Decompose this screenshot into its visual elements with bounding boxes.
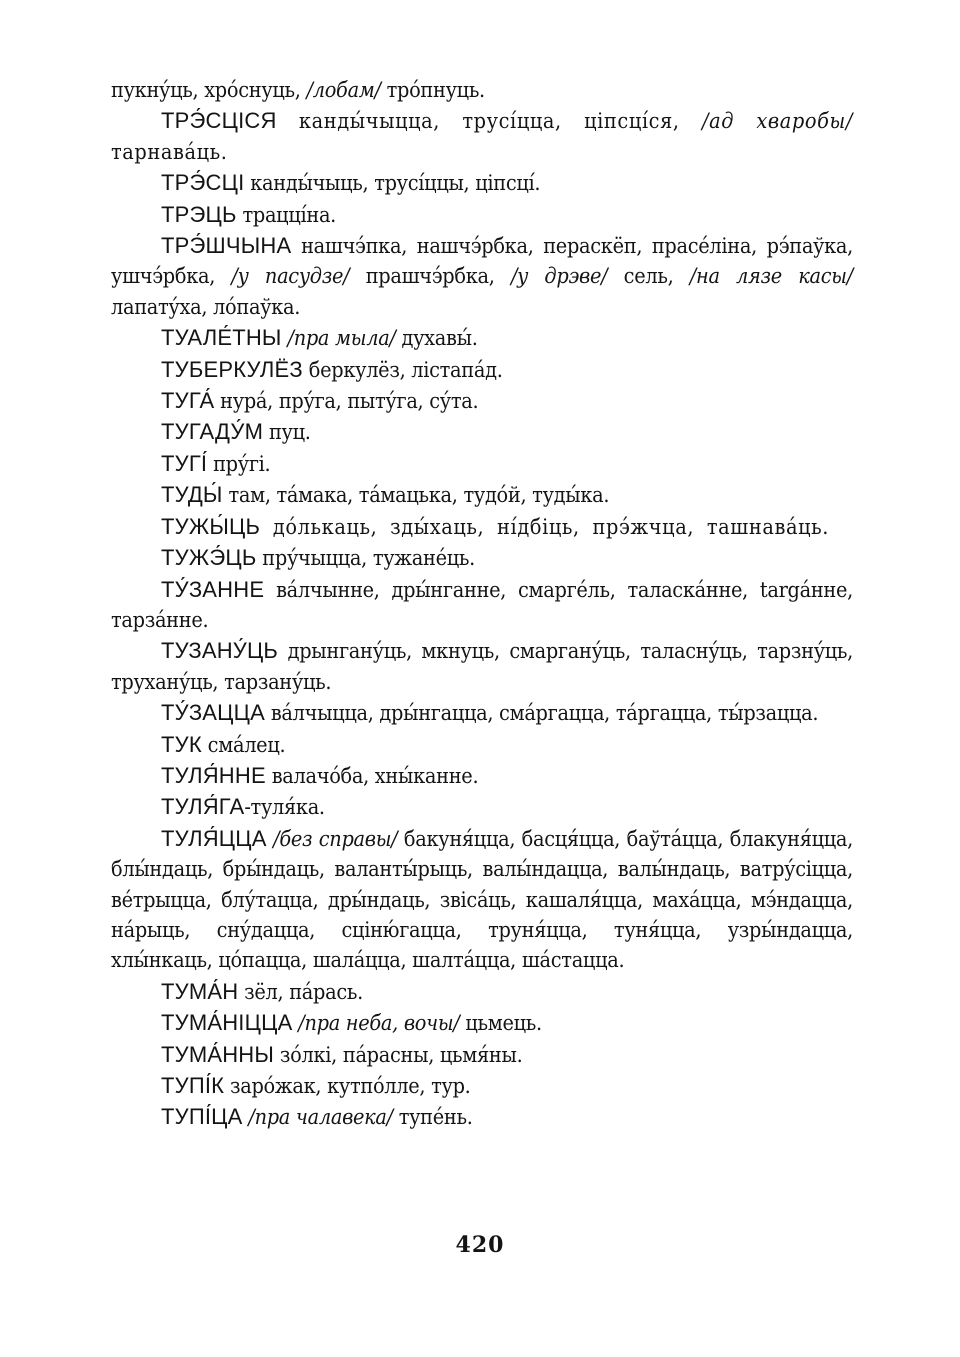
entry-headword: ТУАЛЕ́ТНЫ bbox=[161, 325, 282, 351]
entry-tualetny bbox=[111, 323, 853, 354]
page-number: 420 bbox=[455, 1232, 505, 1258]
entry-text: цьмець. bbox=[459, 1011, 542, 1037]
entry-gloss: /лобам/ bbox=[306, 78, 381, 103]
entry-headword: ТРЭ́СЦІСЯ bbox=[161, 108, 277, 134]
entry-text: прашчэ́рбка, bbox=[349, 264, 511, 290]
entry-tuzatstsa bbox=[111, 698, 853, 729]
entry-gloss: /пра чалавека/ bbox=[248, 1105, 393, 1131]
entry-text: духавы́. bbox=[395, 326, 478, 352]
entry-text: нашчэ́пка, нашчэ́рбка, пераскёп, прасе́ліна, рэ́паўка, ушчэ́рбка, bbox=[111, 234, 853, 290]
entry-text: пукну́ць, хро́снуць, bbox=[111, 78, 307, 103]
entry-text: беркулёз, лістапа́д. bbox=[302, 357, 503, 383]
entry-tuman bbox=[111, 977, 853, 1008]
entry-text: ва́лчынне, дры́нганне, смарге́ль, таласка́нне, targа́нне, тарза́нне. bbox=[111, 577, 853, 633]
entry-text: -туля́ка. bbox=[244, 795, 325, 821]
entry-headword: ТУГА́ bbox=[161, 388, 215, 414]
entry-tugadum bbox=[111, 417, 853, 448]
entry-text: зёл, па́рась. bbox=[238, 979, 363, 1005]
entry-headword: ТУЛЯ́ГА bbox=[161, 794, 245, 820]
entry-headword: ТУДЫ́ bbox=[161, 482, 223, 508]
entry-text: нура́, пру́га, пыту́га, су́та. bbox=[214, 389, 479, 415]
entry-trestsisia bbox=[111, 106, 853, 168]
entry-text: валачо́ба, хны́канне. bbox=[265, 763, 479, 789]
entry-text: лапату́ха, ло́паўка. bbox=[111, 294, 301, 320]
entry-text: до́лькаць, зды́хаць, ні́дбіць, прэ́жчца, ташнава́ць. bbox=[260, 514, 829, 540]
entry-tuzanuts bbox=[111, 636, 853, 698]
entry-text: заро́жак, кутпо́лле, тур. bbox=[224, 1074, 471, 1099]
entry-headword: ТУПІ́К bbox=[161, 1073, 225, 1098]
entry-tuzhets bbox=[111, 543, 853, 574]
entry-tumanny bbox=[111, 1040, 853, 1071]
entry-tuzhyts bbox=[111, 512, 853, 543]
entry-tuliaga bbox=[111, 792, 853, 823]
entry-text: тарнава́ць. bbox=[111, 139, 228, 165]
entry-headword: ТУМА́НІЦЦА bbox=[161, 1010, 293, 1036]
entry-headword: ТУПІ́ЦА bbox=[161, 1104, 243, 1130]
entry-tugi bbox=[111, 449, 853, 480]
entry-tuga bbox=[111, 386, 853, 417]
entry-headword: ТУМА́Н bbox=[161, 978, 239, 1004]
entry-tupik bbox=[111, 1071, 853, 1102]
entry-text: там, та́мака, та́мацька, тудо́й, туды́ка. bbox=[222, 483, 610, 509]
entry-text: канды́чыцца, трусі́цца, ціпсці́ся, bbox=[276, 109, 702, 135]
entry-headword: ТУЛЯ́ННЕ bbox=[161, 762, 266, 788]
entry-gloss: /ад хваробы/ bbox=[701, 109, 853, 135]
entry-headword: ТУЗАНУ́ЦЬ bbox=[161, 638, 279, 664]
entry-headword: ТУ́ЗАЦЦА bbox=[161, 700, 265, 726]
entry-text: тро́пнуць. bbox=[380, 78, 485, 103]
entry-text: сма́лец. bbox=[201, 732, 286, 758]
entry-text: канды́чыць, трусі́ццы, ціпсці́. bbox=[244, 171, 541, 197]
entry-headword: ТУГІ́ bbox=[161, 450, 208, 476]
entry-headword: ТУМА́ННЫ bbox=[161, 1041, 275, 1067]
entry-gloss: /у пасудзе/ bbox=[231, 264, 350, 290]
entry-tuzanne bbox=[111, 575, 853, 637]
entry-trets bbox=[111, 200, 853, 231]
entry-headword: ТРЭ́ШЧЫНА bbox=[161, 233, 292, 259]
entry-text: зо́лкі, па́расны, цьмя́ны. bbox=[274, 1042, 523, 1068]
entry-gloss: /пра мыла/ bbox=[287, 326, 396, 352]
entry-text: ва́лчыцца, дры́нгацца, сма́ргацца, та́ргацца, ты́рзацца. bbox=[265, 701, 819, 727]
entry-gloss: /на лязе касы/ bbox=[689, 264, 853, 290]
entry-headword: ТУБЕРКУЛЁЗ bbox=[161, 356, 303, 382]
entry-gloss: /без справы/ bbox=[273, 826, 398, 852]
entry-tumanitstsa bbox=[111, 1008, 853, 1039]
entry-headword: ТУ́ЗАННЕ bbox=[161, 576, 265, 602]
entry-headword: ТРЭЦЬ bbox=[161, 201, 237, 227]
entry-headword: ТУК bbox=[161, 731, 202, 757]
entry-text: пру́гі. bbox=[207, 451, 271, 477]
entry-text: тупе́нь. bbox=[392, 1105, 473, 1131]
entry-tuliatstsa bbox=[111, 824, 853, 977]
entry-text: дрынгану́ць, мкнуць, смаргану́ць, таласну́ць, тарзну́ць, трухану́ць, тарзану́ць. bbox=[111, 639, 853, 695]
entry-text: трацці́на. bbox=[236, 202, 337, 228]
entry-text: пуц. bbox=[263, 420, 311, 446]
dictionary-page bbox=[111, 76, 853, 1134]
entry-tulianne bbox=[111, 761, 853, 792]
entry-treshchyna bbox=[111, 231, 853, 323]
entry-text: сель, bbox=[607, 264, 690, 290]
entry-headword: ТУЖЭ́ЦЬ bbox=[161, 545, 257, 571]
entry-gloss: /у дрэве/ bbox=[510, 264, 608, 290]
entry-headword: ТУЛЯ́ЦЦА bbox=[161, 825, 267, 851]
entry-text: бакуня́цца, басця́цца, баўта́цца, блакуня́цца, блы́ндаць, бры́ндаць, валанты́рыць, валы́ндацца, валы́ндаць, ватру́сіцца, ве́трыцца, блу́тацца, дры́ндаць, звіса́ць, кашаля́цца, маха́цца, мэ́ндацца, на́рыць, сну́дацца, сціню́гацца, труня́цца, туня́цца, узры́ндацца, хлы́нкаць, цо́пацца, шала́цца, шалта́цца, ша́стацца. bbox=[111, 826, 853, 974]
entry-tudy bbox=[111, 480, 853, 511]
entry-trestsi bbox=[111, 168, 853, 199]
entry-tuk bbox=[111, 730, 853, 761]
entry-headword: ТРЭ́СЦІ bbox=[161, 170, 245, 196]
entry-text: пру́чыцца, тужане́ць. bbox=[256, 546, 475, 572]
entry-tupitsa bbox=[111, 1102, 853, 1133]
entry-continuation bbox=[111, 76, 853, 106]
entry-gloss: /пра неба, вочы/ bbox=[298, 1011, 460, 1037]
entry-headword: ТУГАДУ́М bbox=[161, 419, 264, 445]
entry-tuberkulez bbox=[111, 355, 853, 386]
entry-headword: ТУЖЫ́ЦЬ bbox=[161, 513, 261, 539]
